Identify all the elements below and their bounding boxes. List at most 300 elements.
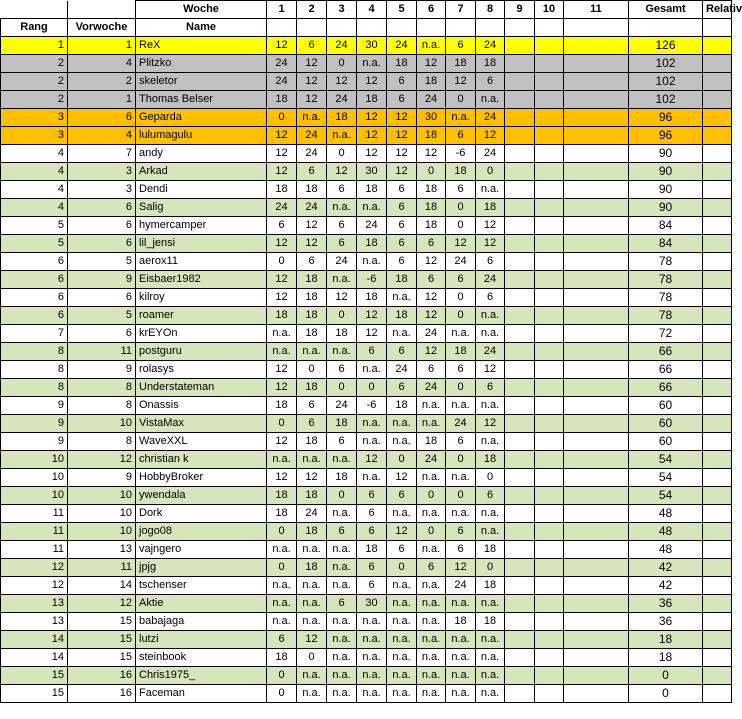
week-5-points-cell: 24: [387, 361, 417, 379]
week-8-points-cell: 18: [476, 613, 505, 631]
week-2-points-cell: n.a.: [297, 109, 327, 127]
week-5-points-cell: n.a.: [387, 325, 417, 343]
week-9-points-cell: [505, 415, 535, 433]
week-8-points-cell: 18: [476, 541, 505, 559]
vorwoche-cell: 6: [68, 289, 136, 307]
week-2-points-cell: 12: [297, 469, 327, 487]
week-11-points-cell: [564, 433, 629, 451]
week-2-points-cell: 18: [297, 523, 327, 541]
header-empty: [387, 19, 417, 37]
table-row: [1, 523, 732, 541]
week-10-points-cell: [535, 199, 564, 217]
week-8-points-cell: n.a.: [476, 649, 505, 667]
week-6-points-cell: 6: [417, 271, 446, 289]
player-name-cell: ReX: [136, 37, 267, 55]
vorwoche-cell: 8: [68, 397, 136, 415]
week-7-points-cell: 0: [446, 217, 476, 235]
week-1-points-cell: 12: [267, 361, 297, 379]
week-3-points-cell: 24: [327, 91, 357, 109]
week-2-points-cell: 0: [297, 361, 327, 379]
vorwoche-cell: 6: [68, 109, 136, 127]
table-row: [1, 91, 732, 109]
week-3-points-cell: n.a.: [327, 199, 357, 217]
week-10-points-cell: [535, 37, 564, 55]
vorwoche-cell: 16: [68, 685, 136, 703]
week-3-points-cell: 12: [327, 73, 357, 91]
week-7-points-cell: 12: [446, 73, 476, 91]
week-9-points-cell: [505, 127, 535, 145]
week-2-points-cell: n.a.: [297, 577, 327, 595]
week-1-points-cell: 24: [267, 73, 297, 91]
week-2-points-cell: n.a.: [297, 451, 327, 469]
week-2-points-cell: 24: [297, 199, 327, 217]
table-row: [1, 289, 732, 307]
relativ-cell: [703, 253, 732, 271]
relativ-cell: [703, 379, 732, 397]
table-row: [1, 379, 732, 397]
week-2-points-cell: 12: [297, 631, 327, 649]
week-2-points-cell: 24: [297, 505, 327, 523]
player-name-cell: jpjg: [136, 559, 267, 577]
week-4-points-cell: 12: [357, 127, 387, 145]
week-4-points-cell: 18: [357, 289, 387, 307]
week-1-points-cell: n.a.: [267, 325, 297, 343]
player-name-cell: steinbook: [136, 649, 267, 667]
player-name-cell: skeletor: [136, 73, 267, 91]
relativ-cell: [703, 667, 732, 685]
week-10-points-cell: [535, 415, 564, 433]
relativ-cell: [703, 577, 732, 595]
relativ-cell: [703, 289, 732, 307]
relativ-cell: [703, 181, 732, 199]
week-7-points-cell: 0: [446, 307, 476, 325]
week-6-points-cell: 30: [417, 109, 446, 127]
week-1-points-cell: 24: [267, 199, 297, 217]
player-name-cell: Chris1975_: [136, 667, 267, 685]
week-6-points-cell: 24: [417, 379, 446, 397]
week-11-points-cell: [564, 415, 629, 433]
week-4-points-cell: n.a.: [357, 253, 387, 271]
header-week-8: 8: [476, 1, 505, 19]
week-3-points-cell: 6: [327, 235, 357, 253]
vorwoche-cell: 9: [68, 469, 136, 487]
rang-cell: 14: [1, 649, 68, 667]
week-1-points-cell: n.a.: [267, 577, 297, 595]
week-3-points-cell: n.a.: [327, 631, 357, 649]
week-9-points-cell: [505, 433, 535, 451]
relativ-cell: [703, 325, 732, 343]
week-5-points-cell: 18: [387, 307, 417, 325]
week-4-points-cell: 6: [357, 487, 387, 505]
player-name-cell: jogo08: [136, 523, 267, 541]
week-7-points-cell: 6: [446, 541, 476, 559]
week-4-points-cell: 30: [357, 37, 387, 55]
week-5-points-cell: n.a.: [387, 631, 417, 649]
week-4-points-cell: 6: [357, 559, 387, 577]
table-row: [1, 451, 732, 469]
vorwoche-cell: 13: [68, 541, 136, 559]
week-9-points-cell: [505, 199, 535, 217]
week-5-points-cell: 18: [387, 271, 417, 289]
week-1-points-cell: 0: [267, 415, 297, 433]
relativ-cell: [703, 451, 732, 469]
week-8-points-cell: 0: [476, 469, 505, 487]
week-10-points-cell: [535, 235, 564, 253]
week-1-points-cell: n.a.: [267, 541, 297, 559]
week-4-points-cell: 30: [357, 595, 387, 613]
player-name-cell: Dork: [136, 505, 267, 523]
vorwoche-cell: 10: [68, 415, 136, 433]
vorwoche-cell: 1: [68, 91, 136, 109]
week-9-points-cell: [505, 469, 535, 487]
week-3-points-cell: 24: [327, 37, 357, 55]
week-7-points-cell: n.a.: [446, 685, 476, 703]
week-4-points-cell: 12: [357, 451, 387, 469]
relativ-cell: [703, 199, 732, 217]
relativ-cell: [703, 307, 732, 325]
week-3-points-cell: n.a.: [327, 127, 357, 145]
rang-cell: 2: [1, 55, 68, 73]
gesamt-cell: 42: [629, 577, 703, 595]
week-3-points-cell: 6: [327, 433, 357, 451]
gesamt-cell: 60: [629, 433, 703, 451]
player-name-cell: krEYOn: [136, 325, 267, 343]
rang-cell: 9: [1, 433, 68, 451]
week-11-points-cell: [564, 253, 629, 271]
week-1-points-cell: 18: [267, 397, 297, 415]
table-row: [1, 613, 732, 631]
player-name-cell: lulumagulu: [136, 127, 267, 145]
week-8-points-cell: n.a.: [476, 685, 505, 703]
week-3-points-cell: n.a.: [327, 541, 357, 559]
week-9-points-cell: [505, 451, 535, 469]
week-10-points-cell: [535, 217, 564, 235]
player-name-cell: Arkad: [136, 163, 267, 181]
relativ-cell: [703, 361, 732, 379]
relativ-cell: [703, 397, 732, 415]
relativ-cell: [703, 613, 732, 631]
gesamt-cell: 18: [629, 631, 703, 649]
vorwoche-cell: 2: [68, 73, 136, 91]
week-11-points-cell: [564, 397, 629, 415]
rang-cell: 10: [1, 469, 68, 487]
week-8-points-cell: 0: [476, 559, 505, 577]
week-10-points-cell: [535, 343, 564, 361]
week-3-points-cell: n.a.: [327, 451, 357, 469]
week-7-points-cell: 6: [446, 37, 476, 55]
week-7-points-cell: n.a.: [446, 325, 476, 343]
player-name-cell: Eisbaer1982: [136, 271, 267, 289]
week-10-points-cell: [535, 55, 564, 73]
week-7-points-cell: 24: [446, 253, 476, 271]
vorwoche-cell: 14: [68, 577, 136, 595]
week-8-points-cell: 18: [476, 451, 505, 469]
week-3-points-cell: n.a.: [327, 343, 357, 361]
week-1-points-cell: 12: [267, 235, 297, 253]
week-3-points-cell: n.a.: [327, 271, 357, 289]
vorwoche-cell: 8: [68, 433, 136, 451]
header-week-6: 6: [417, 1, 446, 19]
week-10-points-cell: [535, 613, 564, 631]
table-row: [1, 415, 732, 433]
week-6-points-cell: n.a.: [417, 505, 446, 523]
week-8-points-cell: 12: [476, 127, 505, 145]
week-10-points-cell: [535, 631, 564, 649]
week-9-points-cell: [505, 577, 535, 595]
week-5-points-cell: 6: [387, 487, 417, 505]
week-11-points-cell: [564, 523, 629, 541]
week-7-points-cell: n.a.: [446, 505, 476, 523]
week-7-points-cell: n.a.: [446, 631, 476, 649]
table-row: [1, 397, 732, 415]
week-5-points-cell: 6: [387, 253, 417, 271]
header-empty: [703, 19, 732, 37]
player-name-cell: aerox11: [136, 253, 267, 271]
week-3-points-cell: 0: [327, 145, 357, 163]
week-10-points-cell: [535, 307, 564, 325]
table-row: [1, 631, 732, 649]
week-1-points-cell: 12: [267, 163, 297, 181]
week-1-points-cell: n.a.: [267, 343, 297, 361]
week-8-points-cell: n.a.: [476, 667, 505, 685]
table-row: [1, 595, 732, 613]
rang-cell: 7: [1, 325, 68, 343]
week-6-points-cell: n.a.: [417, 685, 446, 703]
gesamt-cell: 36: [629, 613, 703, 631]
week-2-points-cell: n.a.: [297, 667, 327, 685]
week-3-points-cell: n.a.: [327, 685, 357, 703]
relativ-cell: [703, 631, 732, 649]
table-row: [1, 73, 732, 91]
week-7-points-cell: 24: [446, 577, 476, 595]
player-name-cell: Onassis: [136, 397, 267, 415]
week-3-points-cell: 18: [327, 325, 357, 343]
table-row: [1, 667, 732, 685]
week-6-points-cell: n.a.: [417, 649, 446, 667]
gesamt-cell: 48: [629, 541, 703, 559]
week-3-points-cell: n.a.: [327, 559, 357, 577]
header-empty: [357, 19, 387, 37]
week-7-points-cell: 0: [446, 379, 476, 397]
week-5-points-cell: 12: [387, 109, 417, 127]
week-9-points-cell: [505, 289, 535, 307]
week-5-points-cell: 12: [387, 145, 417, 163]
week-6-points-cell: n.a.: [417, 631, 446, 649]
week-6-points-cell: 18: [417, 433, 446, 451]
week-4-points-cell: 12: [357, 307, 387, 325]
gesamt-cell: 102: [629, 91, 703, 109]
week-4-points-cell: 12: [357, 109, 387, 127]
header-blank-vorwoche: [68, 1, 136, 19]
table-row: [1, 181, 732, 199]
relativ-cell: [703, 685, 732, 703]
week-2-points-cell: 0: [297, 649, 327, 667]
week-9-points-cell: [505, 487, 535, 505]
relativ-cell: [703, 595, 732, 613]
week-9-points-cell: [505, 145, 535, 163]
week-3-points-cell: n.a.: [327, 505, 357, 523]
week-6-points-cell: n.a.: [417, 595, 446, 613]
week-9-points-cell: [505, 505, 535, 523]
week-4-points-cell: 18: [357, 91, 387, 109]
week-4-points-cell: n.a.: [357, 613, 387, 631]
week-2-points-cell: 12: [297, 55, 327, 73]
week-10-points-cell: [535, 91, 564, 109]
week-8-points-cell: 24: [476, 109, 505, 127]
header-empty: [327, 19, 357, 37]
week-2-points-cell: n.a.: [297, 541, 327, 559]
table-row: [1, 55, 732, 73]
rang-cell: 4: [1, 181, 68, 199]
player-name-cell: lutzi: [136, 631, 267, 649]
week-11-points-cell: [564, 55, 629, 73]
rang-cell: 8: [1, 361, 68, 379]
week-5-points-cell: 6: [387, 91, 417, 109]
week-2-points-cell: 12: [297, 235, 327, 253]
week-11-points-cell: [564, 163, 629, 181]
header-row-columns: [1, 19, 732, 37]
week-10-points-cell: [535, 685, 564, 703]
vorwoche-cell: 10: [68, 523, 136, 541]
week-4-points-cell: n.a.: [357, 631, 387, 649]
week-3-points-cell: n.a.: [327, 613, 357, 631]
gesamt-cell: 0: [629, 685, 703, 703]
header-empty: [476, 19, 505, 37]
week-6-points-cell: 24: [417, 325, 446, 343]
rang-cell: 9: [1, 397, 68, 415]
header-empty: [417, 19, 446, 37]
week-9-points-cell: [505, 613, 535, 631]
week-8-points-cell: 24: [476, 145, 505, 163]
gesamt-cell: 18: [629, 649, 703, 667]
rang-cell: 2: [1, 91, 68, 109]
gesamt-cell: 96: [629, 127, 703, 145]
gesamt-cell: 66: [629, 361, 703, 379]
gesamt-cell: 78: [629, 307, 703, 325]
rang-cell: 6: [1, 271, 68, 289]
week-6-points-cell: 0: [417, 163, 446, 181]
week-6-points-cell: 18: [417, 199, 446, 217]
table-row: [1, 433, 732, 451]
week-6-points-cell: 6: [417, 361, 446, 379]
week-7-points-cell: 18: [446, 163, 476, 181]
week-1-points-cell: 6: [267, 217, 297, 235]
week-10-points-cell: [535, 325, 564, 343]
rang-cell: 3: [1, 109, 68, 127]
rang-cell: 5: [1, 235, 68, 253]
week-8-points-cell: 12: [476, 415, 505, 433]
week-10-points-cell: [535, 505, 564, 523]
week-5-points-cell: 18: [387, 397, 417, 415]
week-6-points-cell: n.a.: [417, 667, 446, 685]
week-11-points-cell: [564, 73, 629, 91]
week-4-points-cell: 0: [357, 379, 387, 397]
week-9-points-cell: [505, 109, 535, 127]
week-10-points-cell: [535, 667, 564, 685]
week-10-points-cell: [535, 451, 564, 469]
week-11-points-cell: [564, 91, 629, 109]
week-4-points-cell: n.a.: [357, 685, 387, 703]
relativ-cell: [703, 523, 732, 541]
vorwoche-cell: 4: [68, 127, 136, 145]
gesamt-cell: 126: [629, 37, 703, 55]
week-9-points-cell: [505, 541, 535, 559]
player-name-cell: Understateman: [136, 379, 267, 397]
relativ-cell: [703, 235, 732, 253]
week-11-points-cell: [564, 343, 629, 361]
week-1-points-cell: 18: [267, 91, 297, 109]
gesamt-cell: 0: [629, 667, 703, 685]
week-1-points-cell: 0: [267, 685, 297, 703]
week-2-points-cell: n.a.: [297, 685, 327, 703]
vorwoche-cell: 15: [68, 649, 136, 667]
week-6-points-cell: 12: [417, 343, 446, 361]
relativ-cell: [703, 469, 732, 487]
week-11-points-cell: [564, 271, 629, 289]
week-3-points-cell: 24: [327, 397, 357, 415]
header-rang: Rang: [1, 19, 68, 37]
week-9-points-cell: [505, 235, 535, 253]
vorwoche-cell: 8: [68, 379, 136, 397]
player-name-cell: Dendi: [136, 181, 267, 199]
player-name-cell: Faceman: [136, 685, 267, 703]
relativ-cell: [703, 55, 732, 73]
week-8-points-cell: 6: [476, 289, 505, 307]
rang-cell: 12: [1, 559, 68, 577]
week-2-points-cell: 18: [297, 271, 327, 289]
week-9-points-cell: [505, 667, 535, 685]
week-2-points-cell: n.a.: [297, 595, 327, 613]
week-5-points-cell: n.a.: [387, 433, 417, 451]
week-9-points-cell: [505, 163, 535, 181]
week-1-points-cell: 0: [267, 253, 297, 271]
rang-cell: 5: [1, 217, 68, 235]
week-5-points-cell: 6: [387, 199, 417, 217]
vorwoche-cell: 4: [68, 55, 136, 73]
week-10-points-cell: [535, 253, 564, 271]
week-5-points-cell: 12: [387, 163, 417, 181]
week-11-points-cell: [564, 505, 629, 523]
week-9-points-cell: [505, 91, 535, 109]
week-2-points-cell: 18: [297, 559, 327, 577]
week-8-points-cell: 24: [476, 271, 505, 289]
week-10-points-cell: [535, 577, 564, 595]
week-5-points-cell: n.a.: [387, 667, 417, 685]
week-3-points-cell: 12: [327, 289, 357, 307]
gesamt-cell: 78: [629, 289, 703, 307]
week-10-points-cell: [535, 289, 564, 307]
week-6-points-cell: 0: [417, 523, 446, 541]
week-6-points-cell: n.a.: [417, 469, 446, 487]
table-row: [1, 307, 732, 325]
week-6-points-cell: n.a.: [417, 577, 446, 595]
week-7-points-cell: 12: [446, 559, 476, 577]
week-1-points-cell: 12: [267, 271, 297, 289]
week-10-points-cell: [535, 487, 564, 505]
week-9-points-cell: [505, 595, 535, 613]
rang-cell: 12: [1, 577, 68, 595]
week-7-points-cell: 24: [446, 415, 476, 433]
week-11-points-cell: [564, 289, 629, 307]
week-8-points-cell: n.a.: [476, 397, 505, 415]
player-name-cell: roamer: [136, 307, 267, 325]
relativ-cell: [703, 163, 732, 181]
player-name-cell: kilroy: [136, 289, 267, 307]
week-4-points-cell: n.a.: [357, 361, 387, 379]
week-8-points-cell: n.a.: [476, 325, 505, 343]
player-name-cell: WaveXXL: [136, 433, 267, 451]
player-name-cell: Salig: [136, 199, 267, 217]
